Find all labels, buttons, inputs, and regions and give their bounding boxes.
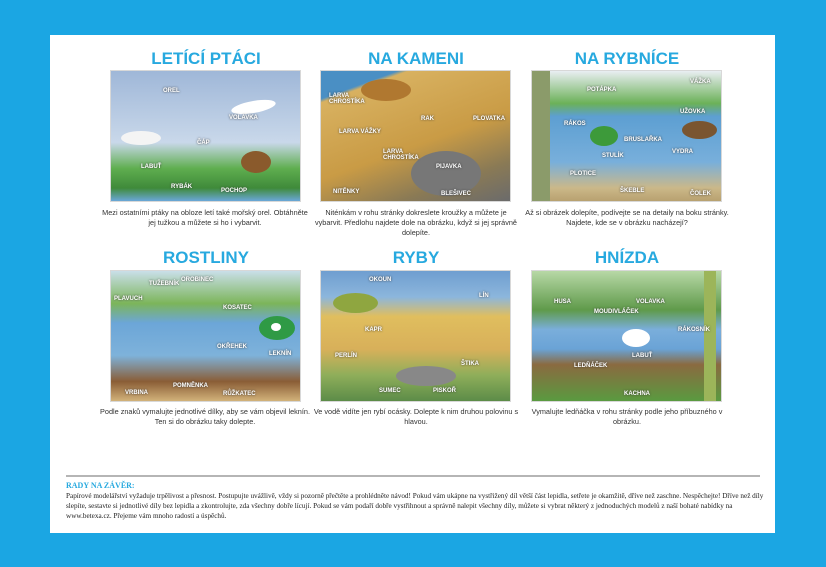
label: POMNĚNKA [173, 383, 209, 389]
label: OREL [163, 88, 180, 94]
illustration-flying-birds [110, 70, 301, 202]
harrier-shape [241, 151, 271, 173]
label: LABUŤ [141, 164, 162, 170]
tips-heading: RADY NA ZÁVĚR: [66, 481, 135, 490]
lily-flower-shape [271, 323, 281, 331]
label: KAPR [365, 327, 383, 333]
instruction-page [50, 35, 775, 533]
tips-text: Papírové modelářství vyžaduje trpělivost a přesnost. Postupujte uvážlivě, vždy si pozorně přečtěte a prohlédněte návod! Pokud vám ukápne na vystřižený díl větší část lepidla, setřete je okamžitě, dříve než zaschne. Nespěchejte! Dříve než díly slepíte, sestavte si jednotlivé díly bez lepidla a zkontrolujte, zda všechny dobře lícují. Pokud se vám podaří dobře vystřihnout a správně nalepit všechny díly, můžete si vybrat některý z jednoduchých modelů z naší bohaté nabídky na www.betexa.cz. Přejeme vám mnoho radostí a úspěchů. [66, 492, 764, 520]
illustration-plants [110, 270, 301, 402]
label: LABUŤ [632, 353, 653, 359]
label: LEDŇÁČEK [574, 363, 608, 369]
label: PLOTICE [570, 171, 597, 177]
label: PLOVATKA [473, 116, 506, 122]
label: VOLAVKA [229, 115, 258, 121]
lily-pad-shape [590, 126, 618, 146]
label: POCHOP [221, 188, 248, 194]
label: RÁKOSNÍK [678, 327, 711, 333]
panel-title-flying-birds: LETÍCÍ PTÁCI [151, 49, 261, 68]
illustration-on-stone [320, 70, 511, 202]
otter-shape [682, 121, 717, 139]
side-strip [532, 71, 550, 202]
label: VYDRA [672, 149, 694, 155]
label: POTÁPKA [587, 87, 617, 93]
illustration-fish [320, 270, 511, 402]
panel-caption: Až si obrázek dolepíte, podívejte se na detaily na boku stránky. Najdete, kde se v obrázku nacházejí? [525, 208, 729, 227]
panel-title-on-stone: NA KAMENI [368, 49, 464, 68]
label: TUŽEBNÍK [149, 281, 180, 287]
catfish-shape [396, 366, 456, 386]
label: LARVA CHROSTÍKA [329, 93, 365, 105]
illustration-nests [531, 270, 722, 402]
panel-title-nests: HNÍZDA [594, 248, 660, 267]
panel-caption: Podle znaků vymalujte jednotlivé dílky, aby se vám objevil leknín. Ten si do obrázku taky dolepte. [100, 407, 310, 426]
label: STULÍK [602, 153, 624, 159]
label: OROBINEC [181, 277, 214, 283]
panel-caption: Niténkám v rohu stránky dokreslete kroužky a můžete je vybarvit. Předlohu najdete dole na obrázku, když si jej správně dolepíte. [315, 208, 517, 237]
stork-shape [230, 97, 276, 117]
panel-caption: Vymalujte ledňáčka v rohu stránky podle jeho příbuzného v obrázku. [531, 407, 723, 426]
label: OKOUN [369, 277, 392, 283]
label: PLAVUCH [114, 296, 143, 302]
label: MOUDIVLÁČEK [594, 309, 639, 315]
label: KACHNA [624, 391, 650, 397]
label: LEKNÍN [269, 351, 292, 357]
label: HUSA [554, 299, 572, 305]
panel-title-plants: ROSTLINY [163, 248, 249, 267]
label: VÁŽKA [690, 79, 711, 85]
label: ČOLEK [690, 191, 711, 197]
label: PIJAVKA [436, 164, 462, 170]
swan-shape [622, 329, 650, 347]
reed-shape [704, 271, 716, 402]
label: OKŘEHEK [217, 344, 248, 350]
panel-title-on-pond: NA RYBNÍCE [574, 49, 680, 68]
label: ČÁP [197, 140, 210, 146]
label: LARVA CHROSTÍKA [383, 149, 419, 161]
label: VOLAVKA [636, 299, 665, 305]
label: LARVA VÁŽKY [339, 129, 381, 135]
panel-caption: Mezi ostatními ptáky na obloze letí také mořský orel. Obtáhněte jej tužkou a můžete si ho i vybarvit. [102, 208, 308, 227]
label: BLEŠIVEC [441, 191, 472, 197]
label: BRUSLAŘKA [624, 137, 662, 143]
label: LÍN [479, 293, 489, 299]
label: ŠKEBLE [620, 188, 645, 194]
label: NITĚNKY [333, 189, 360, 195]
label: ŠTIKA [461, 361, 479, 367]
label: PISKOŘ [433, 388, 457, 394]
label: RYBÁK [171, 184, 193, 190]
label: KOSATEC [223, 305, 252, 311]
label: UŽOVKA [680, 109, 706, 115]
label: RAK [421, 116, 434, 122]
illustration-on-pond [531, 70, 722, 202]
label: SUMEC [379, 388, 401, 394]
label: PERLÍN [335, 353, 358, 359]
perch-shape [333, 293, 378, 313]
panel-title-fish: RYBY [392, 248, 440, 267]
panel-caption: Ve vodě vidíte jen rybí ocásky. Dolepte k nim druhou polovinu s hlavou. [313, 407, 519, 426]
label: RŮŽKATEC [223, 391, 256, 397]
swan-shape [121, 131, 161, 145]
label: RÁKOS [564, 121, 586, 127]
label: VRBINA [125, 390, 149, 396]
divider [66, 475, 760, 477]
